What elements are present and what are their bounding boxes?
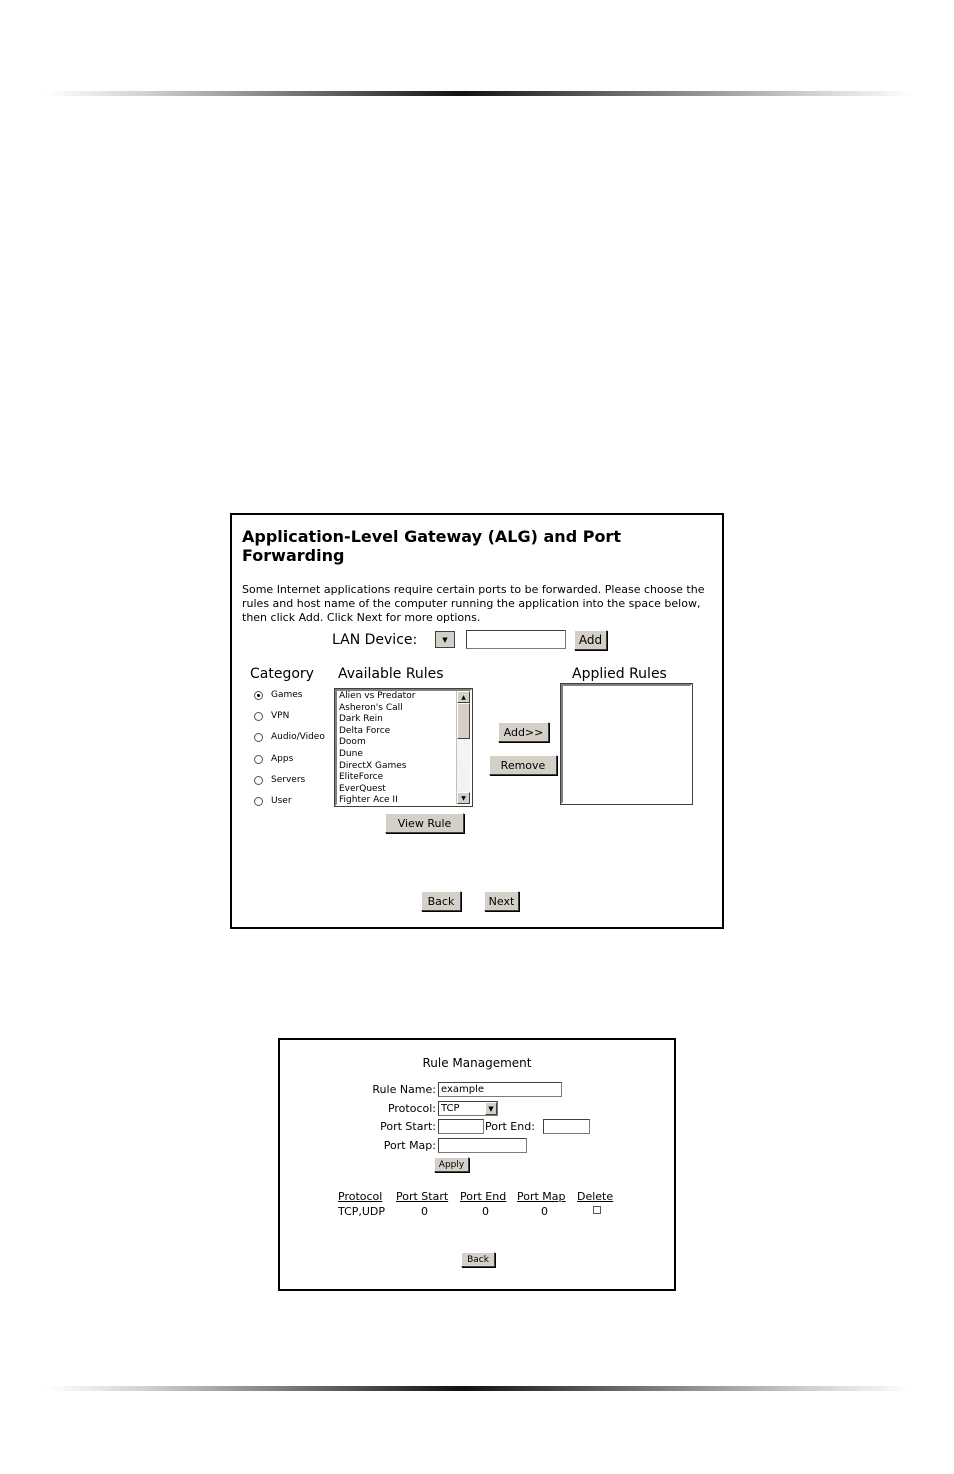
add-rule-button[interactable]: Add>> bbox=[498, 722, 549, 742]
port-map-label: Port Map: bbox=[383, 1139, 436, 1152]
category-radio-apps[interactable]: Apps bbox=[254, 754, 293, 764]
radio-icon bbox=[254, 733, 263, 742]
list-item[interactable]: DirectX Games bbox=[339, 760, 407, 771]
lan-device-input[interactable] bbox=[466, 630, 566, 649]
page-description: Some Internet applications require certain ports to be forwarded. Please choose the rules and host name of the computer running the application into the space below, then click Add. Click Next for more options. bbox=[242, 583, 705, 624]
radio-icon bbox=[254, 755, 263, 764]
column-header-port-map: Port Map bbox=[517, 1190, 566, 1203]
scroll-up-icon[interactable]: ▲ bbox=[457, 691, 470, 703]
page-title: Application-Level Gateway (ALG) and Port Forwarding bbox=[242, 527, 621, 565]
column-header-protocol: Protocol bbox=[338, 1190, 383, 1203]
category-radio-games[interactable]: Games bbox=[254, 690, 302, 700]
back-button[interactable]: Back bbox=[461, 1252, 495, 1267]
cell-port-start: 0 bbox=[421, 1205, 428, 1218]
radio-icon bbox=[254, 797, 263, 806]
cell-port-end: 0 bbox=[482, 1205, 489, 1218]
available-rules-items bbox=[339, 691, 415, 807]
cell-port-map: 0 bbox=[541, 1205, 548, 1218]
list-item[interactable]: EliteForce bbox=[339, 772, 384, 783]
top-divider bbox=[46, 91, 912, 96]
bottom-divider bbox=[46, 1386, 912, 1391]
radio-checked-icon bbox=[254, 691, 263, 700]
category-label: Category bbox=[250, 666, 314, 682]
apply-button[interactable]: Apply bbox=[434, 1157, 469, 1172]
column-header-port-start: Port Start bbox=[396, 1190, 449, 1203]
lan-device-dropdown[interactable] bbox=[435, 631, 455, 648]
radio-icon bbox=[254, 712, 263, 721]
scroll-thumb[interactable] bbox=[457, 703, 470, 739]
category-radio-vpn[interactable]: VPN bbox=[254, 711, 289, 721]
chevron-down-icon: ▼ bbox=[442, 635, 448, 644]
view-rule-button[interactable]: View Rule bbox=[385, 813, 464, 833]
delete-checkbox[interactable] bbox=[593, 1206, 601, 1214]
rule-name-label: Rule Name: bbox=[372, 1083, 436, 1096]
port-end-input[interactable] bbox=[543, 1119, 590, 1134]
list-item[interactable]: Delta Force bbox=[339, 725, 391, 736]
back-button[interactable]: Back bbox=[421, 891, 461, 911]
list-item[interactable]: Dark Rein bbox=[339, 714, 383, 725]
radio-icon bbox=[254, 776, 263, 785]
next-button[interactable]: Next bbox=[484, 891, 519, 911]
list-item[interactable]: EverQuest bbox=[339, 783, 386, 794]
port-start-label: Port Start: bbox=[380, 1120, 436, 1133]
list-item[interactable]: Alien vs Predator bbox=[339, 691, 416, 701]
protocol-select[interactable]: TCP ▼ bbox=[438, 1101, 498, 1116]
rule-management-window bbox=[278, 1038, 676, 1291]
column-header-port-end: Port End bbox=[460, 1190, 507, 1203]
column-header-delete: Delete bbox=[577, 1190, 614, 1203]
list-item[interactable]: Doom bbox=[339, 737, 366, 748]
rule-name-input[interactable]: example bbox=[438, 1082, 562, 1097]
rule-management-title: Rule Management bbox=[422, 1056, 532, 1070]
available-rules-label: Available Rules bbox=[338, 666, 444, 682]
category-radio-audio-video[interactable]: Audio/Video bbox=[254, 732, 325, 742]
available-rules-list[interactable] bbox=[335, 689, 472, 806]
scroll-down-icon[interactable]: ▼ bbox=[457, 792, 470, 804]
protocol-label: Protocol: bbox=[387, 1102, 436, 1115]
alg-window bbox=[230, 513, 724, 929]
port-start-input[interactable] bbox=[438, 1119, 484, 1134]
list-item[interactable]: Fighter Ace II bbox=[339, 795, 398, 806]
list-item[interactable]: Asheron's Call bbox=[339, 702, 403, 713]
applied-rules-list[interactable] bbox=[561, 684, 692, 804]
cell-protocol: TCP,UDP bbox=[338, 1205, 386, 1218]
list-item[interactable]: Dune bbox=[339, 748, 363, 759]
remove-rule-button[interactable]: Remove bbox=[489, 755, 557, 775]
port-end-label: Port End: bbox=[485, 1120, 535, 1133]
category-radio-user[interactable]: User bbox=[254, 796, 292, 806]
chevron-down-icon: ▼ bbox=[485, 1102, 497, 1115]
list-scrollbar[interactable] bbox=[456, 691, 470, 804]
category-radio-servers[interactable]: Servers bbox=[254, 775, 305, 785]
applied-rules-label: Applied Rules bbox=[572, 666, 667, 682]
add-device-button[interactable]: Add bbox=[574, 630, 607, 650]
port-map-input[interactable] bbox=[438, 1138, 527, 1153]
lan-device-label: LAN Device: bbox=[332, 632, 418, 648]
